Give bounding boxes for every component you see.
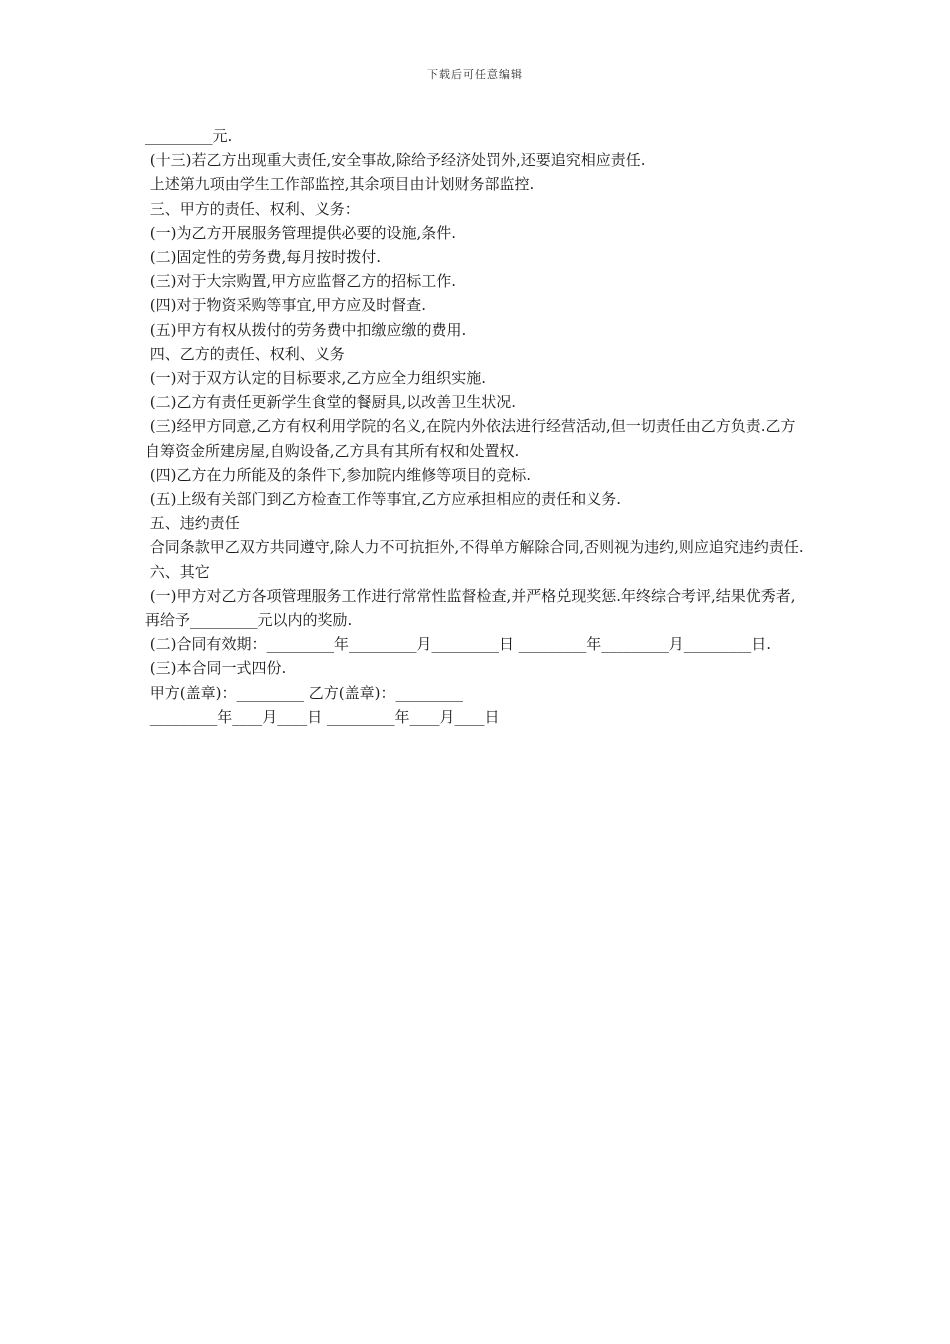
text-line: (五)甲方有权从拨付的劳务费中扣缴应缴的费用.	[145, 320, 467, 339]
text-line: (二)固定性的劳务费,每月按时拨付.	[145, 248, 382, 267]
text-line: (一)甲方对乙方各项管理服务工作进行常常性监督检查,并严格兑现奖惩.年终综合考评,结果优秀者,再给予_________元以内的奖励.	[145, 586, 796, 630]
text-line: (三)经甲方同意,乙方有权利用学院的名义,在院内外依法进行经营活动,但一切责任由乙方负责.乙方自筹资金所建房屋,自购设备,乙方具有其所有权和处置权.	[145, 417, 796, 460]
text-line: (四)对于物资采购等事宜,甲方应及时督查.	[145, 296, 427, 315]
text-line: (二)乙方有责任更新学生食堂的餐厨具,以改善卫生状况.	[145, 393, 517, 412]
document-body	[145, 124, 807, 729]
text-line: (四)乙方在力所能及的条件下,参加院内维修等项目的竞标.	[145, 465, 532, 484]
text-line: (十三)若乙方出现重大责任,安全事故,除给予经济处罚外,还要追究相应责任.	[145, 151, 646, 170]
text-line: _________元.	[145, 127, 233, 145]
text-line: 上述第九项由学生工作部监控,其余项目由计划财务部监控.	[145, 175, 535, 194]
text-line: 合同条款甲乙双方共同遵守,除人力不可抗拒外,不得单方解除合同,否则视为违约,则应追究违约责任.	[145, 538, 804, 557]
signature-date-line: _________年____月____日 _________年____月____日	[145, 707, 500, 726]
signature-line: 甲方(盖章)：_________ 乙方(盖章)：_________	[145, 683, 463, 702]
section-heading: 三、甲方的责任、权利、义务：	[145, 199, 360, 218]
text-line: (三)本合同一式四份.	[145, 659, 287, 678]
page-header-note: 下载后可任意编辑	[427, 68, 523, 81]
text-line: (一)对于双方认定的目标要求,乙方应全力组织实施.	[145, 369, 487, 388]
text-line: (三)对于大宗购置,甲方应监督乙方的招标工作.	[145, 272, 457, 291]
text-line: (二)合同有效期：_________年_________月_________日 _________年_________月_________日.	[145, 635, 772, 654]
section-heading: 五、违约责任	[145, 514, 240, 533]
section-heading: 四、乙方的责任、权利、义务	[145, 344, 345, 363]
section-heading: 六、其它	[145, 562, 210, 581]
text-line: (五)上级有关部门到乙方检查工作等事宜,乙方应承担相应的责任和义务.	[145, 490, 622, 509]
text-line: (一)为乙方开展服务管理提供必要的设施,条件.	[145, 223, 457, 242]
